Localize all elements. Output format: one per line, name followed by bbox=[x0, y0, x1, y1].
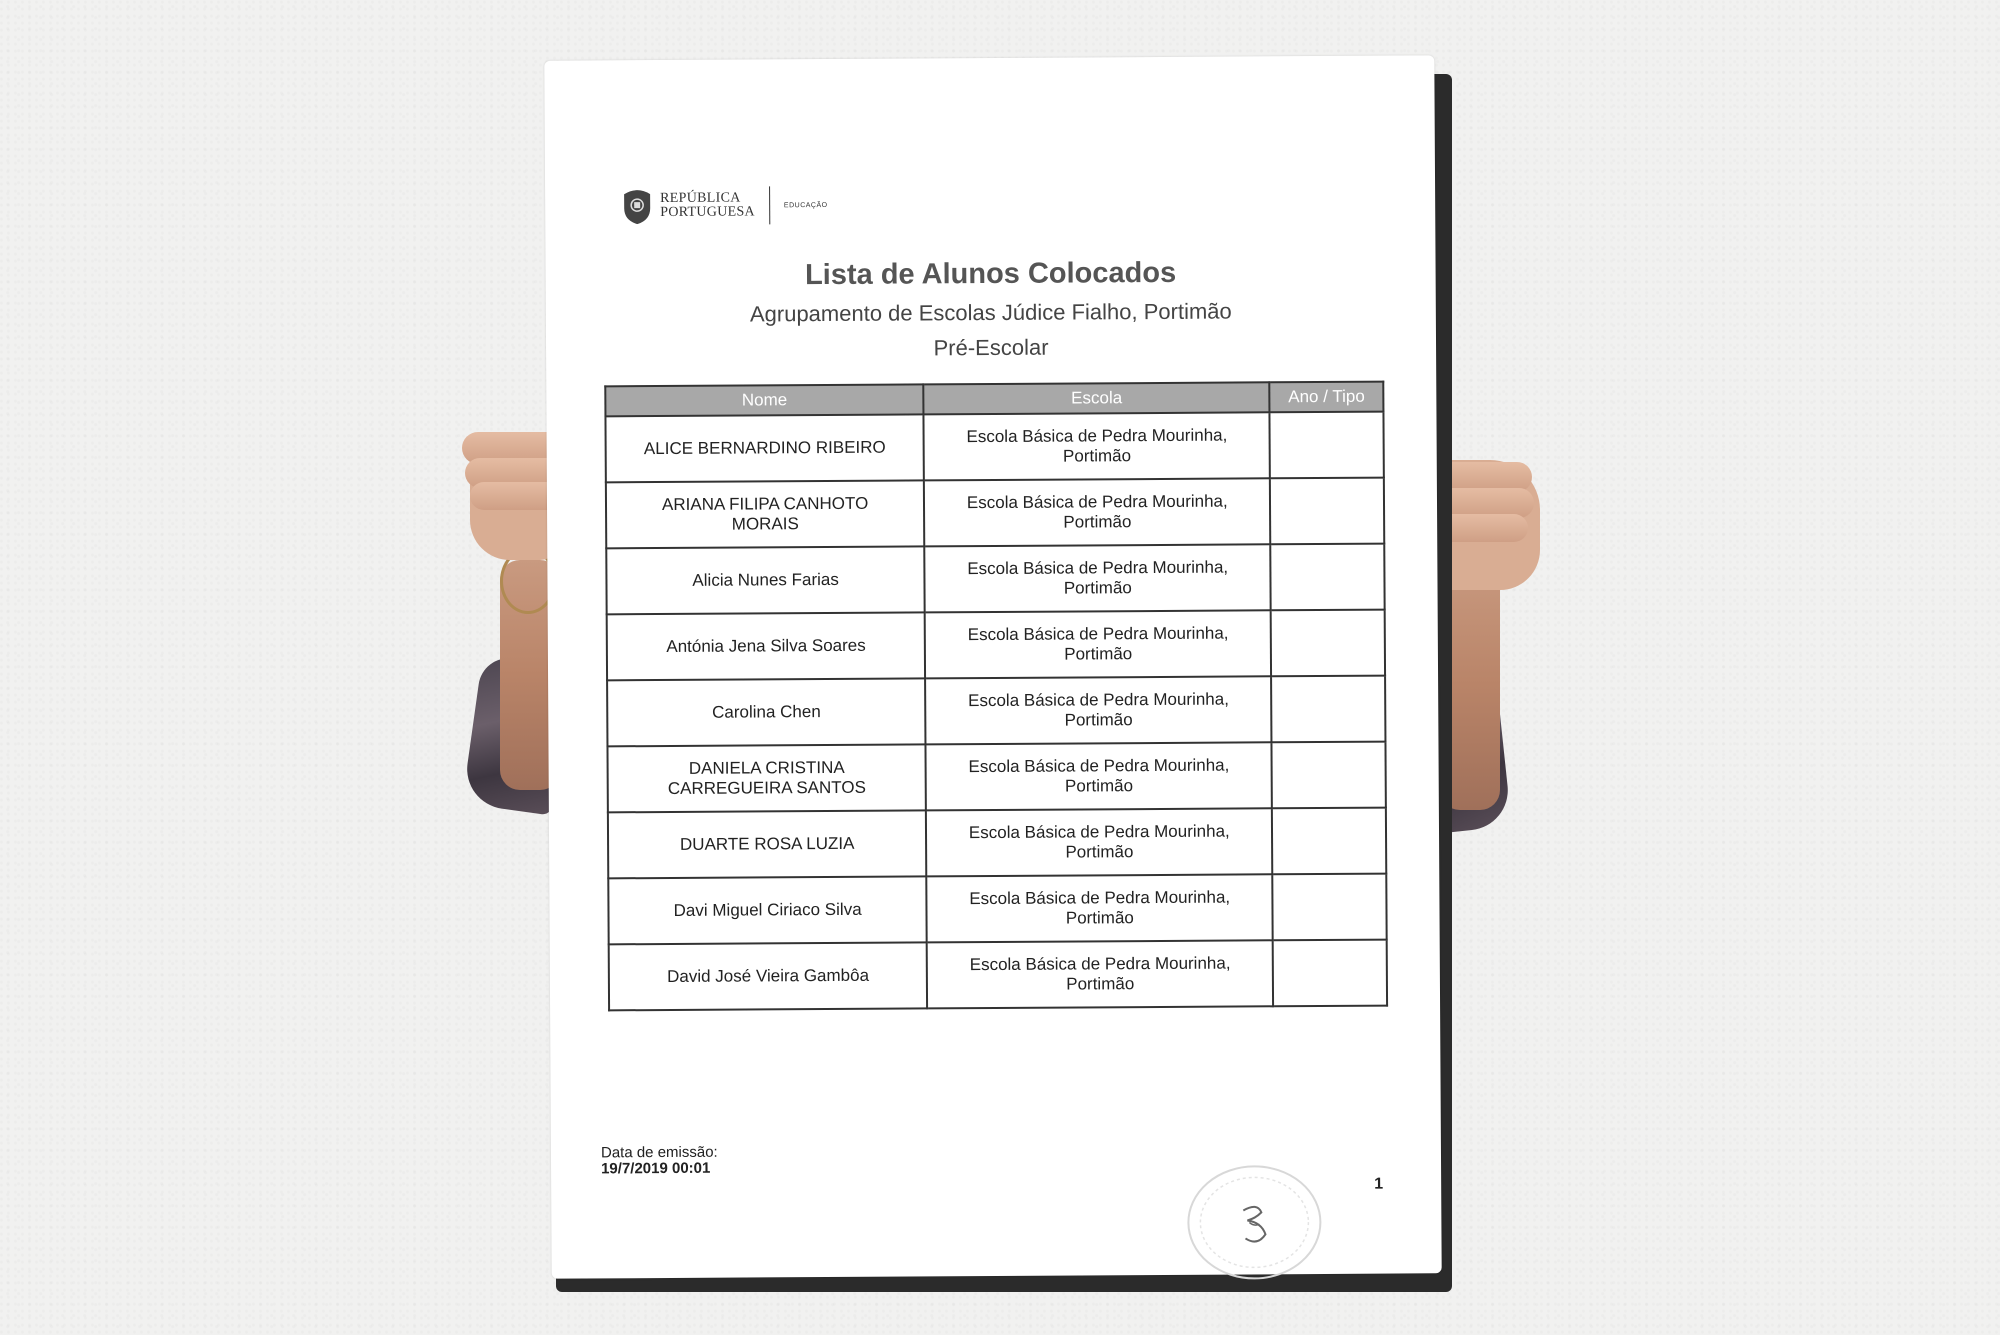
document-subtitle: Agrupamento de Escolas Júdice Fialho, Portimão bbox=[749, 298, 1232, 327]
table-row bbox=[607, 676, 1385, 747]
table-row bbox=[606, 544, 1384, 615]
student-school: Escola Básica de Pedra Mourinha, Portimão bbox=[925, 676, 1271, 744]
column-header-school: Escola bbox=[924, 382, 1270, 414]
student-name: ALICE BERNARDINO RIBEIRO bbox=[605, 414, 924, 482]
table-row bbox=[606, 478, 1384, 549]
column-header-name: Nome bbox=[605, 384, 923, 416]
column-header-year-type: Ano / Tipo bbox=[1270, 382, 1384, 413]
student-school: Escola Básica de Pedra Mourinha, Portimão bbox=[927, 874, 1273, 942]
student-year-type bbox=[1272, 742, 1386, 809]
students-table bbox=[604, 381, 1388, 1012]
page-number: 1 bbox=[1374, 1175, 1384, 1193]
student-name: DANIELA CRISTINA CARREGUEIRA SANTOS bbox=[607, 744, 926, 812]
issue-date-value: 19/7/2019 00:01 bbox=[601, 1159, 711, 1178]
student-school: Escola Básica de Pedra Mourinha, Portimão bbox=[924, 412, 1270, 480]
logo-divider bbox=[769, 186, 770, 224]
student-year-type bbox=[1271, 544, 1385, 611]
student-name: Carolina Chen bbox=[607, 678, 926, 746]
table-row bbox=[609, 940, 1387, 1011]
student-name: David José Vieira Gambôa bbox=[609, 942, 928, 1010]
student-year-type bbox=[1270, 412, 1384, 479]
logo-text bbox=[660, 191, 755, 220]
student-school: Escola Básica de Pedra Mourinha, Portimão bbox=[926, 742, 1272, 810]
republic-logo bbox=[622, 186, 828, 225]
logo-line-2: PORTUGUESA bbox=[660, 204, 755, 221]
student-school: Escola Básica de Pedra Mourinha, Portimão bbox=[926, 808, 1272, 876]
student-year-type bbox=[1271, 676, 1385, 743]
table-row bbox=[607, 742, 1385, 813]
student-school: Escola Básica de Pedra Mourinha, Portimão bbox=[925, 610, 1271, 678]
table-row bbox=[608, 808, 1386, 879]
table-row bbox=[607, 610, 1385, 681]
table-header-row bbox=[605, 382, 1383, 417]
student-name: DUARTE ROSA LUZIA bbox=[608, 810, 927, 878]
student-year-type bbox=[1271, 610, 1385, 677]
student-year-type bbox=[1270, 478, 1384, 545]
document-title: Lista de Alunos Colocados bbox=[804, 256, 1177, 292]
student-school: Escola Básica de Pedra Mourinha, Portimão bbox=[924, 478, 1270, 546]
student-school: Escola Básica de Pedra Mourinha, Portimão bbox=[927, 940, 1273, 1008]
student-name: Davi Miguel Ciriaco Silva bbox=[608, 876, 927, 944]
logo-subtitle: EDUCAÇÃO bbox=[783, 201, 828, 209]
student-name: ARIANA FILIPA CANHOTO MORAIS bbox=[606, 480, 925, 548]
student-school: Escola Básica de Pedra Mourinha, Portimão bbox=[925, 544, 1271, 612]
coat-of-arms-icon bbox=[622, 188, 652, 224]
student-year-type bbox=[1273, 874, 1387, 941]
issue-date-label: Data de emissão: bbox=[600, 1143, 718, 1162]
student-year-type bbox=[1272, 808, 1386, 875]
student-name: Antónia Jena Silva Soares bbox=[607, 612, 926, 680]
logo-line-1: REPÚBLICA bbox=[660, 190, 741, 207]
student-year-type bbox=[1273, 940, 1387, 1007]
document-sheet bbox=[544, 55, 1441, 1278]
table-row bbox=[605, 412, 1383, 483]
official-stamp-icon bbox=[1185, 1162, 1324, 1283]
table-row bbox=[608, 874, 1386, 945]
student-name: Alicia Nunes Farias bbox=[606, 546, 925, 614]
document-level: Pré-Escolar bbox=[933, 334, 1049, 361]
